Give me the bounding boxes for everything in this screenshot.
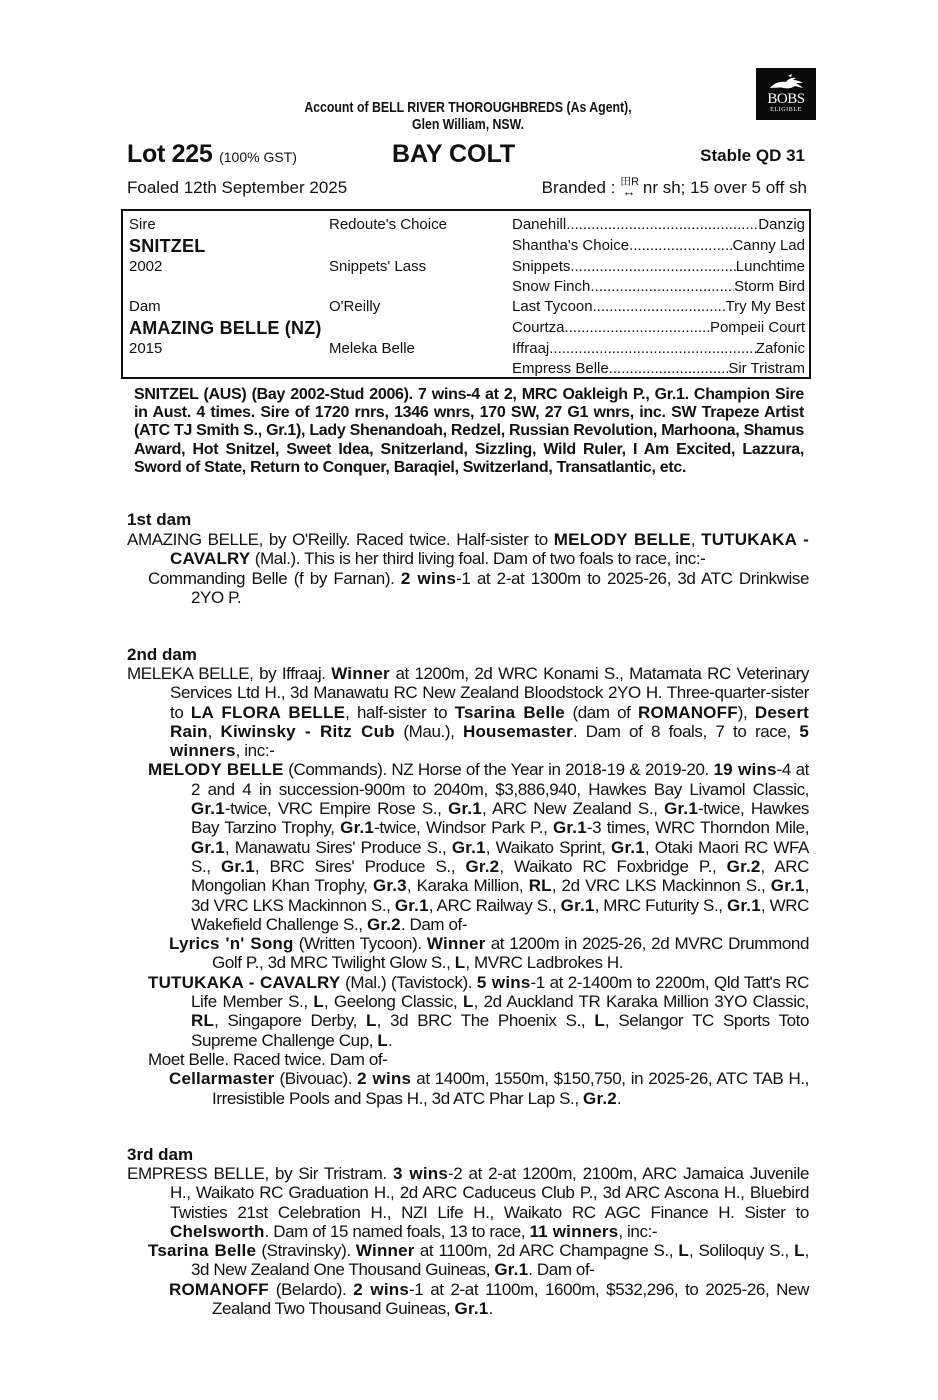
produce-record: MELEKA BELLE, by Iffraaj. Winner at 1200m, 2d WRC Konami S., Matamata RC Veterinary Services Ltd H., 3d Manawatu RC New Zealand Bloodstock 2YO H. Three-quarter-sister to LA FLORA BELLE, half-sister to Tsarina Belle (dam of ROMANOFF), Desert Rain, Kiwinsky - Ritz Cub (Mau.), Housemaster. Dam of 8 foals, 7 to race, 5 winners, inc:- bbox=[127, 664, 809, 761]
sire-label: Sire bbox=[129, 216, 156, 233]
lot-row bbox=[127, 140, 809, 170]
dam-dam: Meleka Belle bbox=[329, 340, 415, 357]
foaled-date: Foaled 12th September 2025 bbox=[127, 178, 348, 197]
second-dam-heading: 2nd dam bbox=[127, 645, 197, 664]
horse-head-icon bbox=[766, 74, 806, 92]
dam-name: AMAZING BELLE (NZ) bbox=[129, 318, 322, 338]
third-dam-heading: 3rd dam bbox=[127, 1145, 194, 1164]
bobs-eligible-logo bbox=[756, 68, 816, 120]
produce-record: Commanding Belle (f by Farnan). 2 wins-1 at 2-at 1300m to 2025-26, 3d ATC Drinkwise 2YO P. bbox=[148, 568, 810, 607]
produce-record: Lyrics 'n' Song (Written Tycoon). Winner at 1200m in 2025-26, 2d MVRC Drummond Golf P., 3d MRC Twilight Glow S., L, MVRC Ladbrokes H. bbox=[169, 934, 809, 973]
sire-year: 2002 bbox=[129, 258, 163, 275]
grandparent-row: Snippets ..... Lunchtime bbox=[512, 258, 805, 275]
vendor-line-2: Glen William, NSW. bbox=[412, 116, 524, 133]
produce-record: Moet Belle. Raced twice. Dam of- bbox=[148, 1049, 388, 1069]
grandparent-row: Snow Finch ..... Storm Bird bbox=[512, 278, 805, 295]
sire-sire: Redoute's Choice bbox=[329, 216, 447, 233]
logo-bobs-text: BOBS bbox=[767, 91, 805, 107]
grandparent-row: Iffraaj ..... Zafonic bbox=[512, 340, 805, 357]
lot-label: Lot 225 bbox=[127, 140, 213, 168]
grandparent-row: Empress Belle ..... Sir Tristram bbox=[512, 360, 805, 377]
vendor-line-1: Account of BELL RIVER THOROUGHBREDS (As Agent), bbox=[304, 99, 632, 116]
brand-info bbox=[542, 178, 807, 198]
dam-sire: O'Reilly bbox=[329, 298, 381, 315]
branded-detail: nr sh; 15 over 5 off sh bbox=[642, 178, 807, 197]
stable-location: Stable QD 31 bbox=[700, 146, 805, 165]
first-dam-heading: 1st dam bbox=[127, 510, 192, 529]
pedigree-table bbox=[121, 209, 811, 379]
vendor-account bbox=[188, 99, 747, 133]
grandparent-row: Last Tycoon ..... Try My Best bbox=[512, 298, 805, 315]
produce-record: TUTUKAKA - CAVALRY (Mal.) (Tavistock). 5 wins-1 at 2-1400m to 2200m, Qld Tatt's RC Life Member S., L, Geelong Classic, L, 2d Auckland TR Karaka Million 3YO Classic, RL, Singapore Derby, L, 3d BRC The Phoenix S., L, Selangor TC Sports Toto Supreme Challenge Cup, L. bbox=[148, 972, 810, 1050]
produce-record: Tsarina Belle (Stravinsky). Winner at 1100m, 2d ARC Champagne S., L, Soliloquy S., L, 3d New Zealand One Thousand Guineas, Gr.1. Dam of- bbox=[148, 1241, 809, 1280]
dam-label: Dam bbox=[129, 298, 161, 315]
produce-record: AMAZING BELLE, by O'Reilly. Raced twice. Half-sister to MELODY BELLE, TUTUKAKA - CAVALRY (Mal.). This is her third living foal. Dam of two foals to race, inc:- bbox=[127, 530, 809, 569]
sire-dam: Snippets' Lass bbox=[329, 258, 427, 275]
lot-number bbox=[127, 140, 297, 169]
logo-eligible-text: ELIGIBLE bbox=[770, 107, 802, 113]
grandparent-row: Danehill ..... Danzig bbox=[512, 216, 805, 233]
produce-record: Cellarmaster (Bivouac). 2 wins at 1400m, 1550m, $150,750, in 2025-26, ATC TAB H., Irresistible Pools and Spas H., 3d ATC Phar Lap S., Gr.2. bbox=[169, 1069, 809, 1108]
brand-mark-icon: 田R ↔ bbox=[620, 176, 640, 199]
produce-record: ROMANOFF (Belardo). 2 wins-1 at 2-at 1100m, 1600m, $532,296, to 2025-26, New Zealand Two Thousand Guineas, Gr.1. bbox=[169, 1279, 809, 1319]
branded-label: Branded : bbox=[541, 178, 616, 197]
sire-biography: SNITZEL (AUS) (Bay 2002-Stud 2006). 7 wins-4 at 2, MRC Oakleigh P., Gr.1. Champion Sire in Aust. 4 times. Sire of 1720 rnrs, 1346 wnrs, 170 SW, 27 G1 wnrs, inc. SW Trapeze Artist (ATC TJ Smith S., Gr.1), Lady Shenandoah, Redzel, Russian Revolution, Marhoona, Shamus Award, Hot Snitzel, Sweet Idea, Snitzerland, Sizzling, Wild Ruler, I Am Excited, Lazzura, Sword of State, Return to Conquer, Baraqiel, Switzerland, Transatlantic, etc. bbox=[134, 386, 805, 476]
horse-description: BAY COLT bbox=[392, 140, 516, 168]
produce-record: EMPRESS BELLE, by Sir Tristram. 3 wins-2 at 2-at 1200m, 2100m, ARC Jamaica Juvenile H., Waikato RC Graduation H., 2d ARC Caduceus Club P., 3d ARC Ascona H., Bluebird Twisties 21st Celebration H., NZI Life H., Waikato RC AGC Finance H. Sister to Chelsworth. Dam of 15 named foals, 13 to race, 11 winners, inc:- bbox=[127, 1164, 810, 1241]
grandparent-row: Shantha's Choice ..... Canny Lad bbox=[512, 237, 805, 254]
sire-name: SNITZEL bbox=[129, 236, 206, 256]
gst-note: (100% GST) bbox=[219, 149, 297, 165]
grandparent-row: Courtza ..... Pompeii Court bbox=[512, 319, 805, 336]
dam-year: 2015 bbox=[129, 340, 163, 357]
produce-record: MELODY BELLE (Commands). NZ Horse of the Year in 2018-19 & 2019-20. 19 wins-4 at 2 and 4 in succession-900m to 2040m, $3,886,940, Hawkes Bay Livamol Classic, Gr.1-twice, VRC Empire Rose S., Gr.1, ARC New Zealand S., Gr.1-twice, Hawkes Bay Tarzino Trophy, Gr.1-twice, Windsor Park P., Gr.1-3 times, WRC Thorndon Mile, Gr.1, Manawatu Sires' Produce S., Gr.1, Waikato Sprint, Gr.1, Otaki Maori RC WFA S., Gr.1, BRC Sires' Produce S., Gr.2, Waikato RC Foxbridge P., Gr.2, ARC Mongolian Khan Trophy, Gr.3, Karaka Million, RL, 2d VRC LKS Mackinnon S., Gr.1, 3d VRC LKS Mackinnon S., Gr.1, ARC Railway S., Gr.1, MRC Futurity S., Gr.1, WRC Wakefield Challenge S., Gr.2. Dam of- bbox=[148, 760, 810, 934]
